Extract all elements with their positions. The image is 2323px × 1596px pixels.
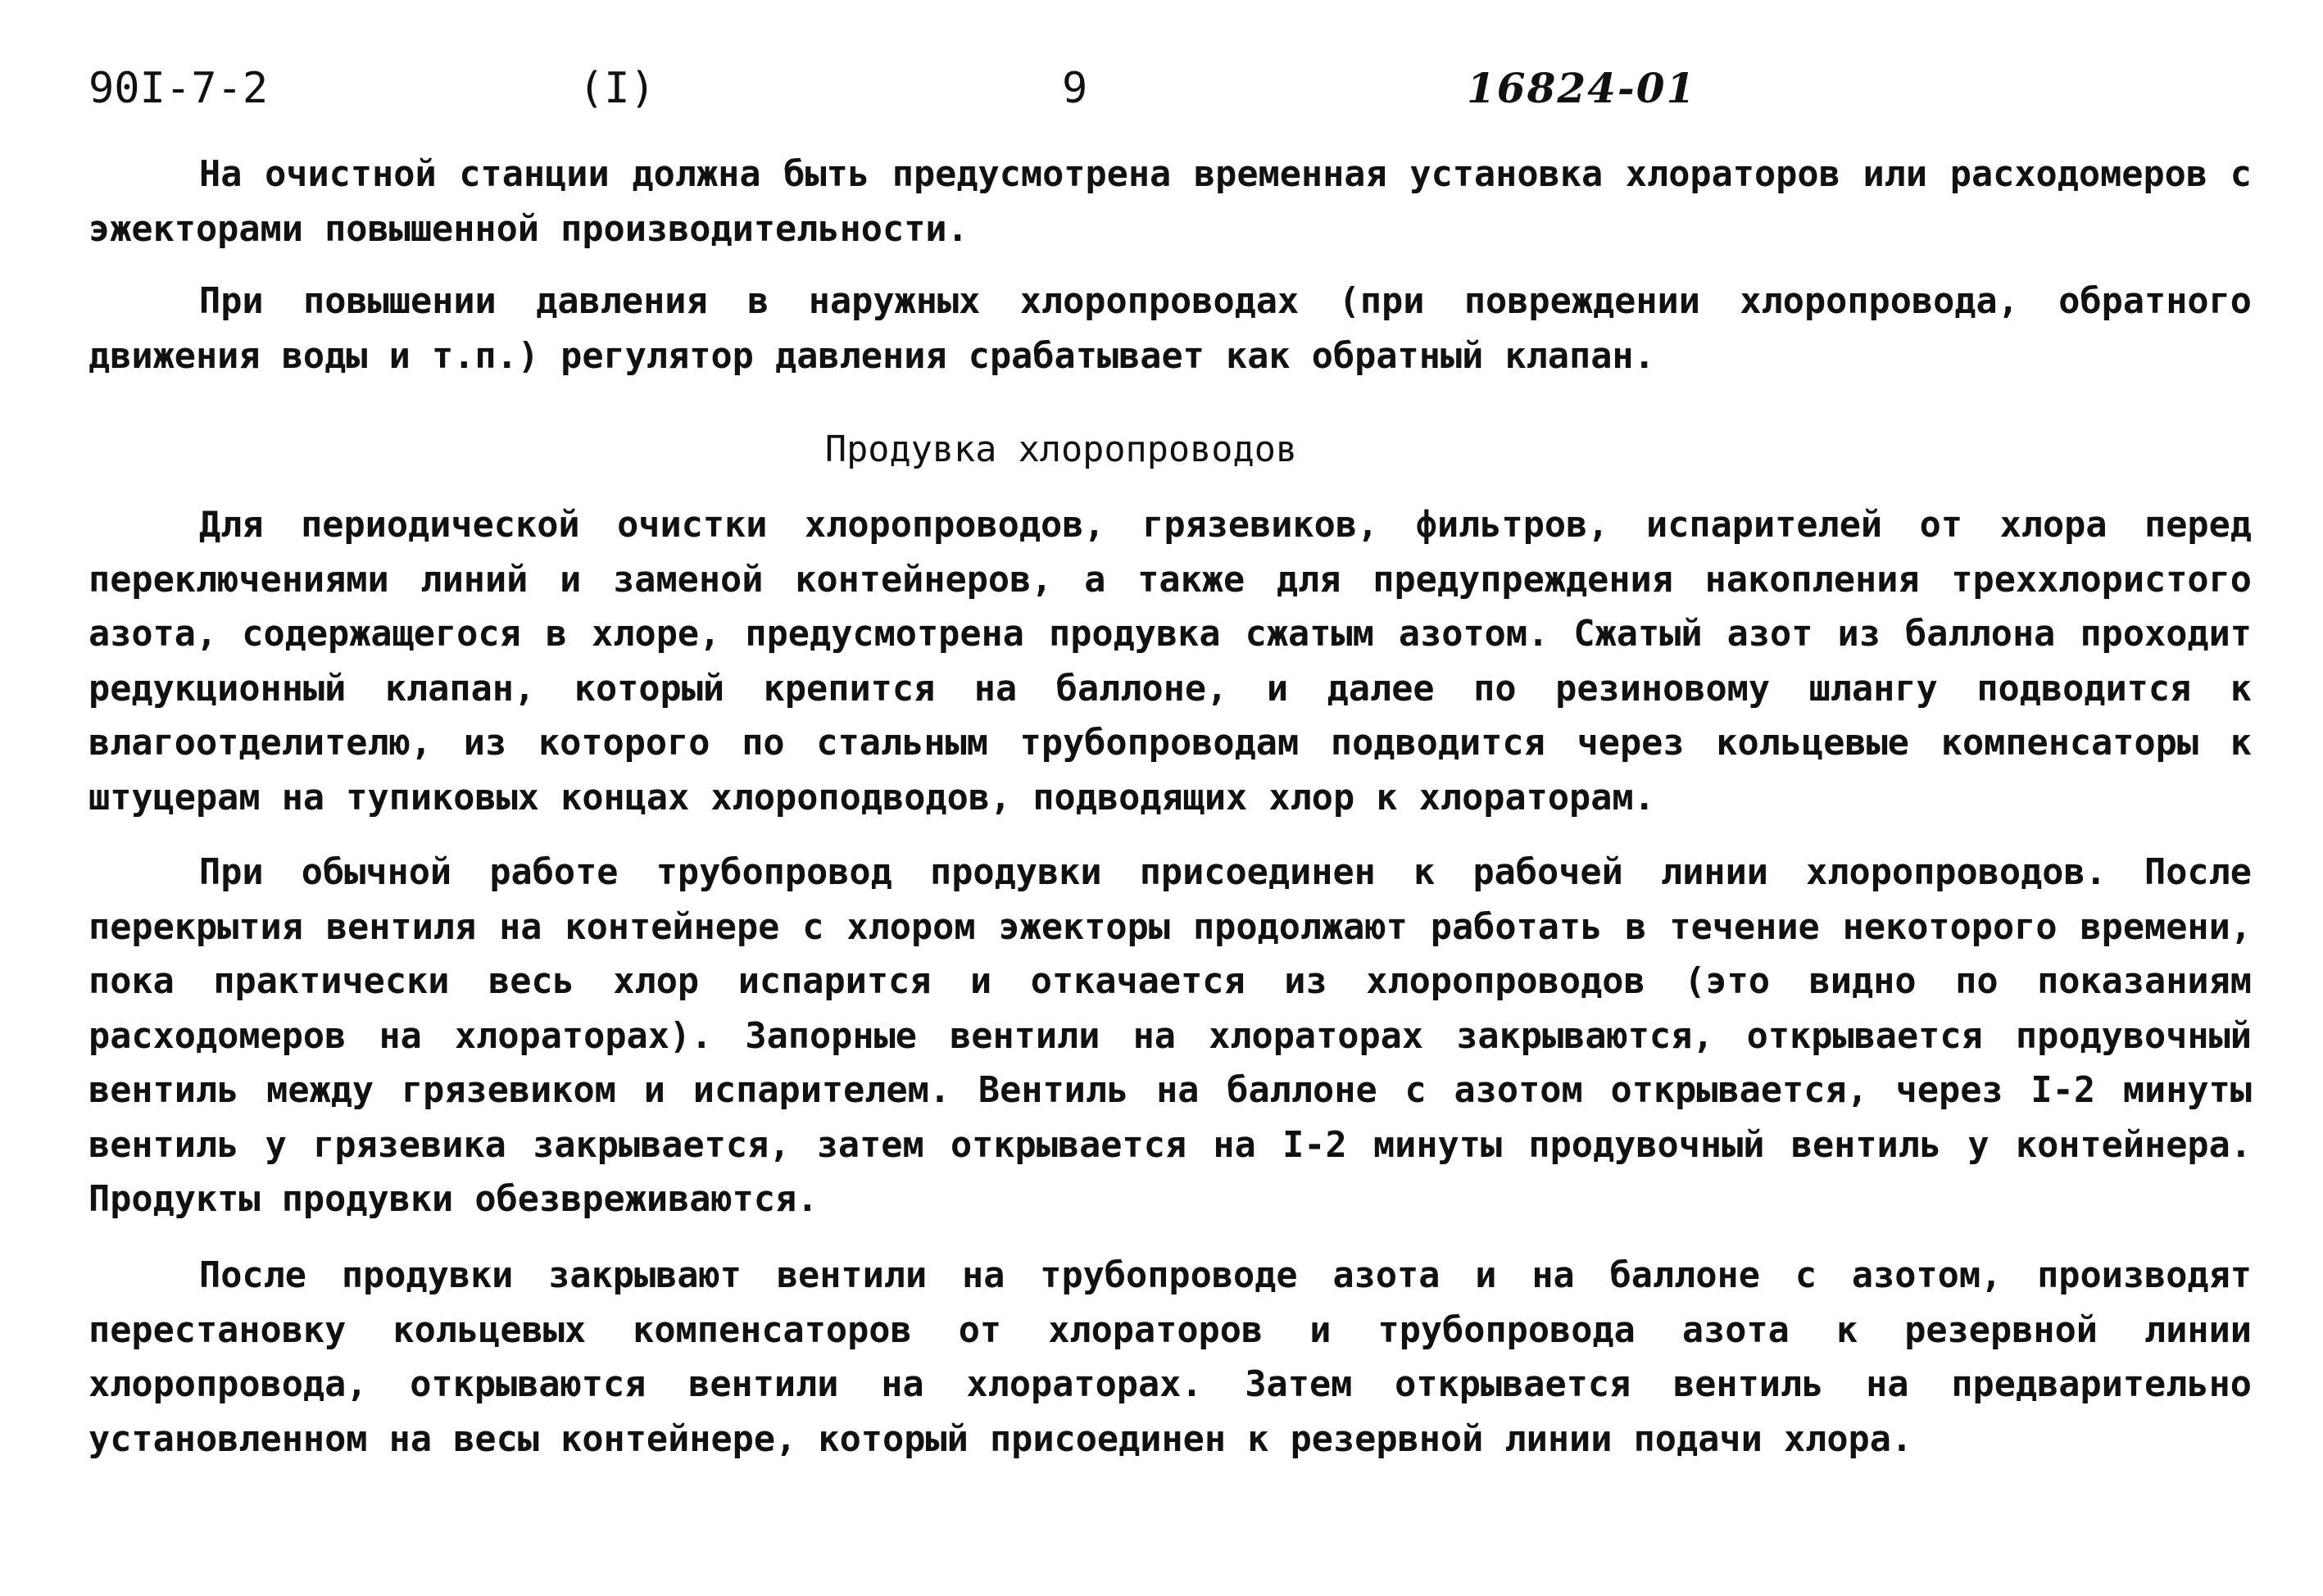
page-number: 9 bbox=[1062, 64, 1088, 113]
paragraph-text: Для периодической очистки хлоропроводов, грязевиков, фильтров, испарителей от хлора перед переключениями линий и заменой контейнеров, а также для предупреждения накопления треххлористого азота, содержащегося в хлоре, предусмотрена продувка сжатым азотом. Сжатый азот из баллона проходит редукционный клапан, который крепится на баллоне, и далее по резиновому шлангу подводится к влагоотделителю, из которого по стальным трубопроводам подводится через кольцевые компенсаторы к штуцерам на тупиковых концах хлороподводов, подводящих хлор к хлораторам. bbox=[88, 505, 2252, 818]
header-part-number: (I) bbox=[578, 64, 656, 113]
paragraph-text: На очистной станции должна быть предусмотрена временная установка хлораторов или расходомеров с эжекторами повышенной производительности. bbox=[88, 154, 2252, 250]
paragraph-purge-description bbox=[88, 498, 2252, 825]
paragraph-text: При обычной работе трубопровод продувки присоединен к рабочей линии хлоропроводов. После перекрытия вентиля на контейнере с хлором эжекторы продолжают работать в течение некоторого времени, пока практически весь хлор испарится и откачается из хлоропроводов (это видно по показаниям расходомеров на хлораторах). Запорные вентили на хлораторах закрываются, открывается продувочный вентиль между грязевиком и испарителем. Вентиль на баллоне с азотом открывается, через I-2 минуты вентиль у грязевика закрывается, затем открывается на I-2 минуты продувочный вентиль у контейнера. Продукты продувки обезвреживаются. bbox=[88, 852, 2252, 1220]
paragraph-purge-procedure bbox=[88, 846, 2252, 1227]
handwritten-document-code: 16824-01 bbox=[1467, 64, 1697, 112]
paragraph-temporary-installation bbox=[88, 147, 2252, 256]
section-heading: Продувка хлоропроводов bbox=[824, 429, 1298, 470]
paragraph-after-purge bbox=[88, 1249, 2252, 1467]
paragraph-text: После продувки закрывают вентили на трубопроводе азота и на баллоне с азотом, производят перестановку кольцевых компенсаторов от хлораторов и трубопровода азота к резервной линии хлоропровода, открываются вентили на хлораторах. Затем открывается вентиль на предварительно установленном на весы контейнере, который присоединен к резервной линии подачи хлора. bbox=[88, 1255, 2252, 1460]
paragraph-pressure-regulator bbox=[88, 274, 2252, 383]
header-series-number: 90I-7-2 bbox=[88, 64, 269, 113]
paragraph-text: При повышении давления в наружных хлоропроводах (при повреждении хлоропровода, обратного движения воды и т.п.) регулятор давления срабатывает как обратный клапан. bbox=[88, 281, 2252, 377]
